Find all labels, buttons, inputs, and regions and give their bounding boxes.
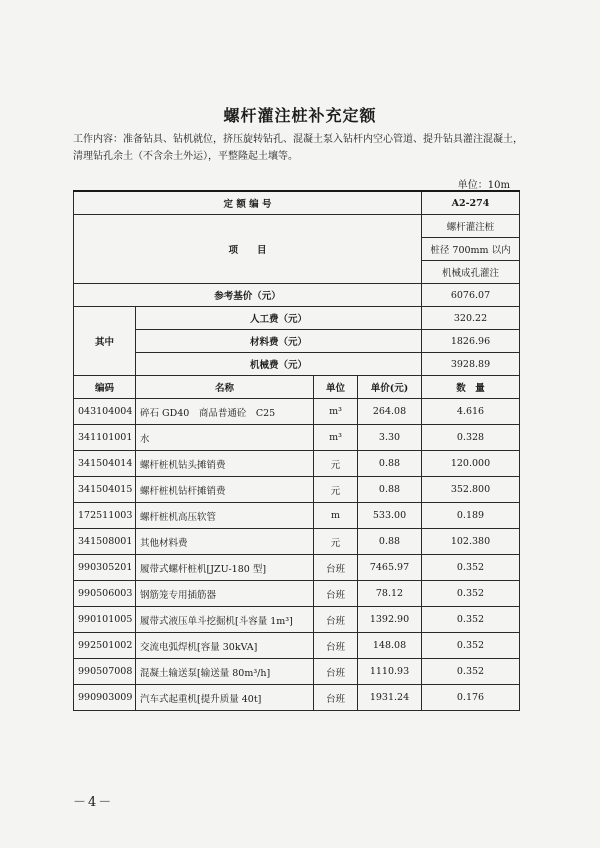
row-unit: m³	[314, 425, 358, 451]
quota-no-row	[74, 191, 520, 215]
table-row	[74, 399, 520, 425]
row-code: 172511003	[74, 503, 136, 529]
row-qty: 0.352	[422, 555, 520, 581]
row-qty: 0.352	[422, 607, 520, 633]
table-row	[74, 685, 520, 711]
row-name: 交流电弧焊机[容量 30kVA]	[136, 633, 314, 659]
machine-row	[74, 353, 520, 376]
table-row	[74, 581, 520, 607]
row-price: 78.12	[358, 581, 422, 607]
table-row	[74, 451, 520, 477]
row-name: 汽车式起重机[提升质量 40t]	[136, 685, 314, 711]
table-row	[74, 607, 520, 633]
work-content	[73, 131, 523, 165]
row-code: 341101001	[74, 425, 136, 451]
page-title: 螺杆灌注桩补充定额	[223, 106, 377, 125]
col-price: 单价(元)	[358, 376, 422, 399]
row-qty: 120.000	[422, 451, 520, 477]
row-price: 533.00	[358, 503, 422, 529]
material-value: 1826.96	[422, 330, 520, 353]
row-qty: 0.176	[422, 685, 520, 711]
unit-label: 单位：10m	[457, 180, 510, 191]
machine-value: 3928.89	[422, 353, 520, 376]
row-unit: 元	[314, 451, 358, 477]
row-price: 1392.90	[358, 607, 422, 633]
row-unit: 台班	[314, 659, 358, 685]
material-row	[74, 330, 520, 353]
table-row	[74, 555, 520, 581]
col-code: 编码	[74, 376, 136, 399]
base-price-label: 参考基价（元）	[74, 284, 422, 307]
table-row	[74, 659, 520, 685]
row-unit: 台班	[314, 581, 358, 607]
row-price: 3.30	[358, 425, 422, 451]
row-unit: 台班	[314, 607, 358, 633]
row-code: 341504015	[74, 477, 136, 503]
item-line-2: 桩径 700mm 以内	[422, 238, 520, 261]
quota-table	[73, 190, 520, 711]
row-name: 混凝土输送泵[输送量 80m³/h]	[136, 659, 314, 685]
table-row	[74, 425, 520, 451]
row-qty: 0.328	[422, 425, 520, 451]
table-row	[74, 503, 520, 529]
row-qty: 102.380	[422, 529, 520, 555]
row-price: 0.88	[358, 477, 422, 503]
work-content-text: 准备钻具、钻机就位，挤压旋转钻孔、混凝土泵入钻杆内空心管道、提升钻具灌注混凝土，清理钻孔余土（不含余土外运），平整隆起土壤等。	[73, 134, 523, 162]
row-code: 992501002	[74, 633, 136, 659]
row-code: 341504014	[74, 451, 136, 477]
row-code: 043104004	[74, 399, 136, 425]
row-name: 螺杆桩机高压软管	[136, 503, 314, 529]
row-qty: 0.352	[422, 581, 520, 607]
item-label: 项 目	[74, 215, 422, 284]
material-label: 材料费（元）	[136, 330, 422, 353]
col-qty: 数 量	[422, 376, 520, 399]
col-unit: 单位	[314, 376, 358, 399]
base-price-value: 6076.07	[422, 284, 520, 307]
row-price: 264.08	[358, 399, 422, 425]
row-unit: 元	[314, 477, 358, 503]
row-code: 990506003	[74, 581, 136, 607]
quota-no-label: 定 额 编 号	[74, 191, 422, 215]
row-name: 水	[136, 425, 314, 451]
row-code: 990507008	[74, 659, 136, 685]
base-price-row	[74, 284, 520, 307]
table-row	[74, 529, 520, 555]
row-unit: 元	[314, 529, 358, 555]
row-code: 990305201	[74, 555, 136, 581]
row-name: 钢筋笼专用插筋器	[136, 581, 314, 607]
row-name: 碎石 GD40 商品普通砼 C25	[136, 399, 314, 425]
row-qty: 0.189	[422, 503, 520, 529]
row-qty: 0.352	[422, 633, 520, 659]
row-unit: m³	[314, 399, 358, 425]
row-name: 履带式液压单斗挖掘机[斗容量 1m³]	[136, 607, 314, 633]
row-unit: 台班	[314, 633, 358, 659]
row-name: 螺杆桩机钻杆摊销费	[136, 477, 314, 503]
column-header-row	[74, 376, 520, 399]
row-price: 1110.93	[358, 659, 422, 685]
row-qty: 0.352	[422, 659, 520, 685]
machine-label: 机械费（元）	[136, 353, 422, 376]
row-unit: 台班	[314, 555, 358, 581]
quota-no-value: A2-274	[422, 191, 520, 215]
row-price: 0.88	[358, 529, 422, 555]
table-row	[74, 633, 520, 659]
row-unit: 台班	[314, 685, 358, 711]
item-line-1: 螺杆灌注桩	[422, 215, 520, 238]
row-code: 990101005	[74, 607, 136, 633]
table-row	[74, 477, 520, 503]
row-unit: m	[314, 503, 358, 529]
item-row-1	[74, 215, 520, 238]
row-price: 7465.97	[358, 555, 422, 581]
row-name: 履带式螺杆桩机[JZU-180 型]	[136, 555, 314, 581]
row-qty: 4.616	[422, 399, 520, 425]
page-number: －4－	[73, 795, 114, 810]
item-line-3: 机械成孔灌注	[422, 261, 520, 284]
row-qty: 352.800	[422, 477, 520, 503]
among-label: 其中	[74, 307, 136, 376]
work-content-label: 工作内容：	[73, 134, 123, 145]
row-price: 148.08	[358, 633, 422, 659]
labor-label: 人工费（元）	[136, 307, 422, 330]
row-price: 0.88	[358, 451, 422, 477]
row-code: 990903009	[74, 685, 136, 711]
col-name: 名称	[136, 376, 314, 399]
row-price: 1931.24	[358, 685, 422, 711]
row-name: 螺杆桩机钻头摊销费	[136, 451, 314, 477]
row-name: 其他材料费	[136, 529, 314, 555]
labor-value: 320.22	[422, 307, 520, 330]
labor-row	[74, 307, 520, 330]
row-code: 341508001	[74, 529, 136, 555]
